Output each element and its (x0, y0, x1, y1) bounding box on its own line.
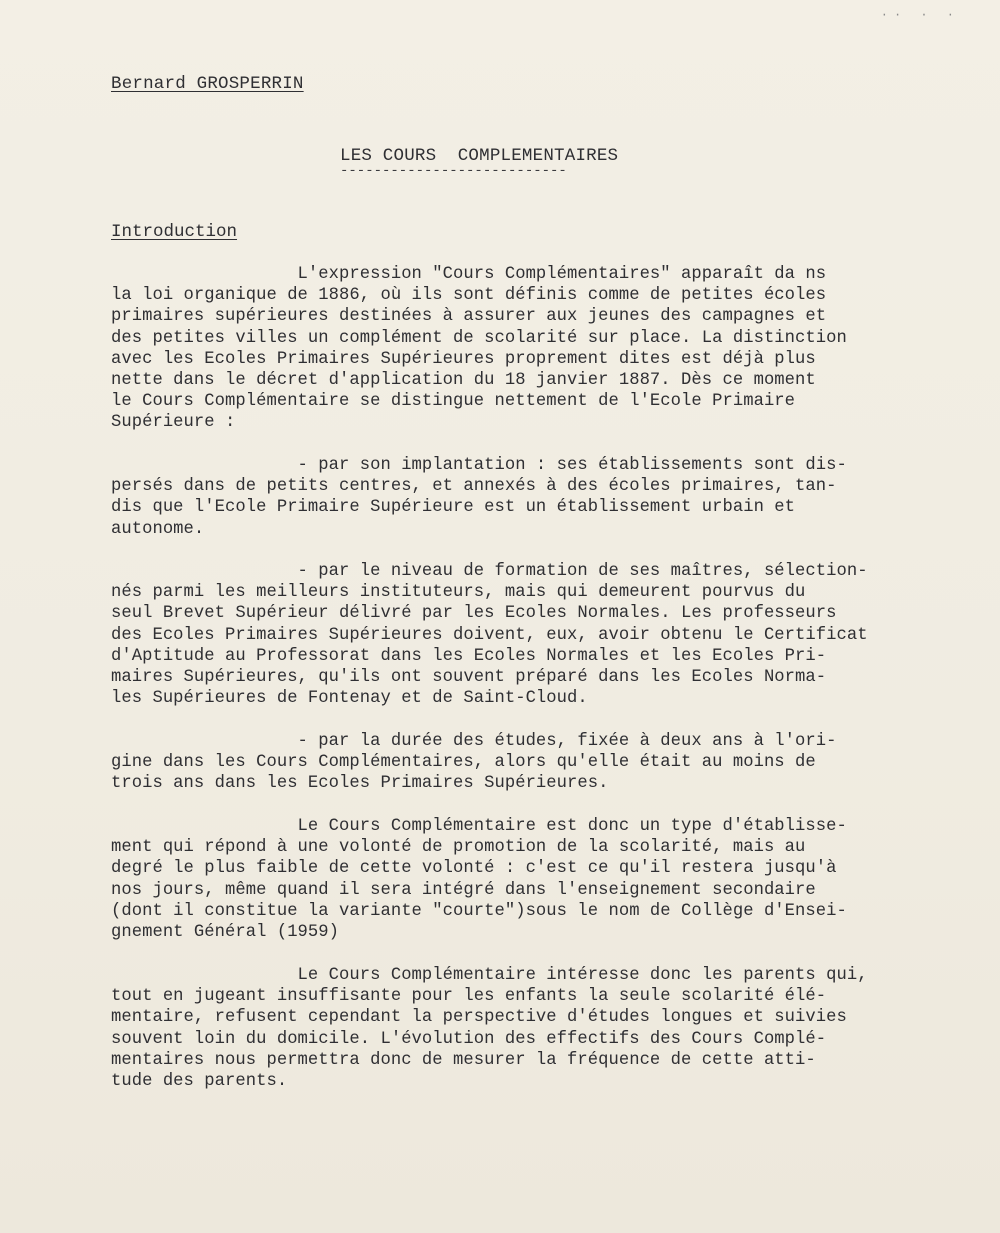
paragraph-5: Le Cours Complémentaire est donc un type d'établisse- ment qui répond à une volonté de promotion de la scolarité, mais au degré le plus faible de cette volonté : c'est ce qu'il restera jusqu'à nos jours, même quand il sera intégré dans l'enseignement secondaire (dont il constitue la variante "courte")sous le nom de Collège d'Ensei- gnement Général (1959) (111, 817, 847, 943)
paragraph-2: - par son implantation : ses établissements sont dis- persés dans de petits centres, et annexés à des écoles primaires, tan- dis que l'Ecole Primaire Supérieure est un établissement urbain et autonome. (111, 456, 847, 539)
author-name: Bernard GROSPERRIN (111, 74, 304, 94)
paragraph-3: - par le niveau de formation de ses maîtres, sélection- nés parmi les meilleurs instituteurs, mais qui demeurent pourvus du seul Brevet Supérieur délivré par les Ecoles Normales. Les professeurs des Ecoles Primaires Supérieures doivent, eux, avoir obtenu le Certificat d'Aptitude au Professorat dans les Ecoles Normales et les Ecoles Pri- maires Supérieures, qu'ils ont souvent préparé dans les Ecoles Norma- les Supérieures de Fontenay et de Saint-Cloud. (111, 562, 868, 709)
paragraph-4: - par la durée des études, fixée à deux ans à l'ori- gine dans les Cours Complémentaires, alors qu'elle était au moins de trois ans dans les Ecoles Primaires Supérieures. (111, 732, 837, 794)
document-title: LES COURS COMPLEMENTAIRES (340, 146, 619, 166)
paragraph-6: Le Cours Complémentaire intéresse donc les parents qui, tout en jugeant insuffisante pour les enfants la seule scolarité élé- mentaire, refusent cependant la perspective d'études longues et suivies souvent loin du domicile. L'évolution des effectifs des Cours Complé- mentaires nous permettra donc de mesurer la fréquence de cette atti- tude des parents. (111, 966, 868, 1092)
section-heading: Introduction (111, 222, 238, 242)
paragraph-1: L'expression "Cours Complémentaires" apparaît da ns la loi organique de 1886, où ils sont définis comme de petites écoles primaires supérieures destinées à assurer aux jeunes des campagnes et des petites villes un complément de scolarité sur place. La distinction avec les Ecoles Primaires Supérieures proprement dites est déjà plus nette dans le décret d'application du 18 janvier 1887. Dès ce moment le Cours Complémentaire se distingue nettement de l'Ecole Primaire Supérieure : (111, 265, 847, 433)
title-dashed-underline: --------------------------- (340, 163, 567, 179)
paper-specks: ·· · · (880, 8, 960, 22)
